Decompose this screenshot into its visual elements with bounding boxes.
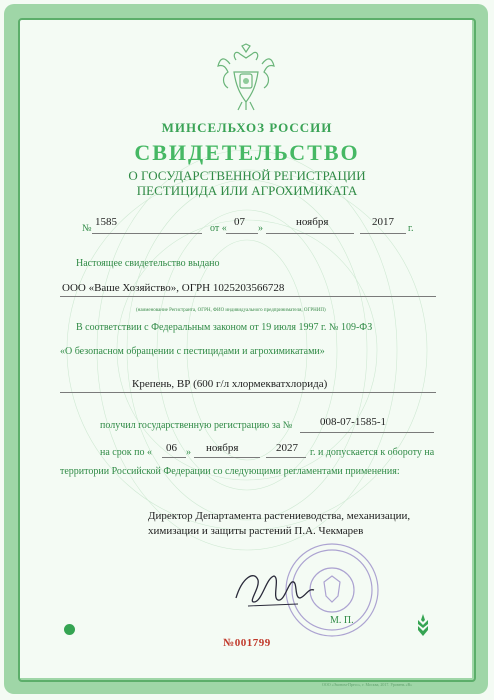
registration-no-label: № (82, 223, 92, 234)
term-year: 2027 (276, 442, 298, 454)
term-day-close: » (186, 447, 191, 458)
term-month-underline (194, 457, 260, 458)
law-reference-line-1: В соответствии с Федеральным законом от 19 июля 1997 г. № 109-ФЗ (76, 322, 373, 333)
product-name: Крепень, ВР (600 г/л хлормекватхлорида) (132, 378, 328, 390)
document-title: СВИДЕТЕЛЬСТВО (134, 140, 360, 165)
registration-month: ноября (296, 216, 329, 228)
subtitle-line-2: ПЕСТИЦИДА ИЛИ АГРОХИМИКАТА (136, 183, 358, 198)
registration-from-label: от « (210, 223, 227, 234)
term-month: ноября (206, 442, 239, 454)
registration-month-underline (266, 233, 354, 234)
registration-day: 07 (234, 216, 245, 228)
signatory-line-2: химизации и защиты растений П.А. Чекмарев (148, 525, 364, 537)
term-territory-line: территории Российской Федерации со следующими регламентами применения: (60, 466, 400, 477)
registration-year: 2017 (372, 216, 394, 228)
product-underline (60, 392, 436, 393)
term-label: на срок по « (100, 447, 152, 458)
holder-underline (60, 296, 436, 297)
printer-note: ООО «Эконом-Пресс», г. Москва, 2017. Уровень «В» (322, 682, 413, 687)
certificate-holder: ООО «Ваше Хозяйство», ОГРН 1025203566728 (62, 282, 285, 294)
signatory-line-1: Директор Департамента растениеводства, механизации, (148, 510, 411, 522)
registration-number: 1585 (95, 216, 117, 228)
holder-caption: (наименование Регистранта, ОГРН, ФИО индивидуального предпринимателя, ОГРНИП) (136, 308, 326, 313)
registration-year-suffix: г. (408, 223, 414, 234)
term-suffix: г. и допускается к обороту на (310, 447, 435, 458)
registration-day-close: » (258, 223, 263, 234)
issued-to-label: Настоящее свидетельство выдано (76, 258, 220, 269)
registration-year-underline (360, 233, 406, 234)
certificate-serial-number: №001799 (223, 637, 271, 649)
law-reference-line-2: «О безопасном обращении с пестицидами и агрохимикатами» (60, 346, 325, 357)
stamp-place-label: М. П. (330, 615, 354, 626)
handwritten-signature-icon (228, 558, 318, 618)
subtitle-line-1: О ГОСУДАРСТВЕННОЙ РЕГИСТРАЦИИ (128, 168, 366, 183)
decorative-dot-icon (64, 624, 75, 635)
term-day-underline (162, 457, 186, 458)
state-registration-underline (300, 432, 434, 433)
ministry-name: МИНСЕЛЬХОЗ РОССИИ (161, 120, 333, 135)
registration-number-underline (92, 233, 202, 234)
state-registration-label: получил государственную регистрацию за № (100, 420, 293, 431)
term-year-underline (266, 457, 306, 458)
term-day: 06 (166, 442, 177, 454)
double-headed-eagle-emblem-icon (214, 42, 278, 112)
registration-day-underline (226, 233, 258, 234)
wheat-ear-logo-icon (412, 612, 434, 638)
state-registration-number: 008-07-1585-1 (320, 416, 386, 428)
